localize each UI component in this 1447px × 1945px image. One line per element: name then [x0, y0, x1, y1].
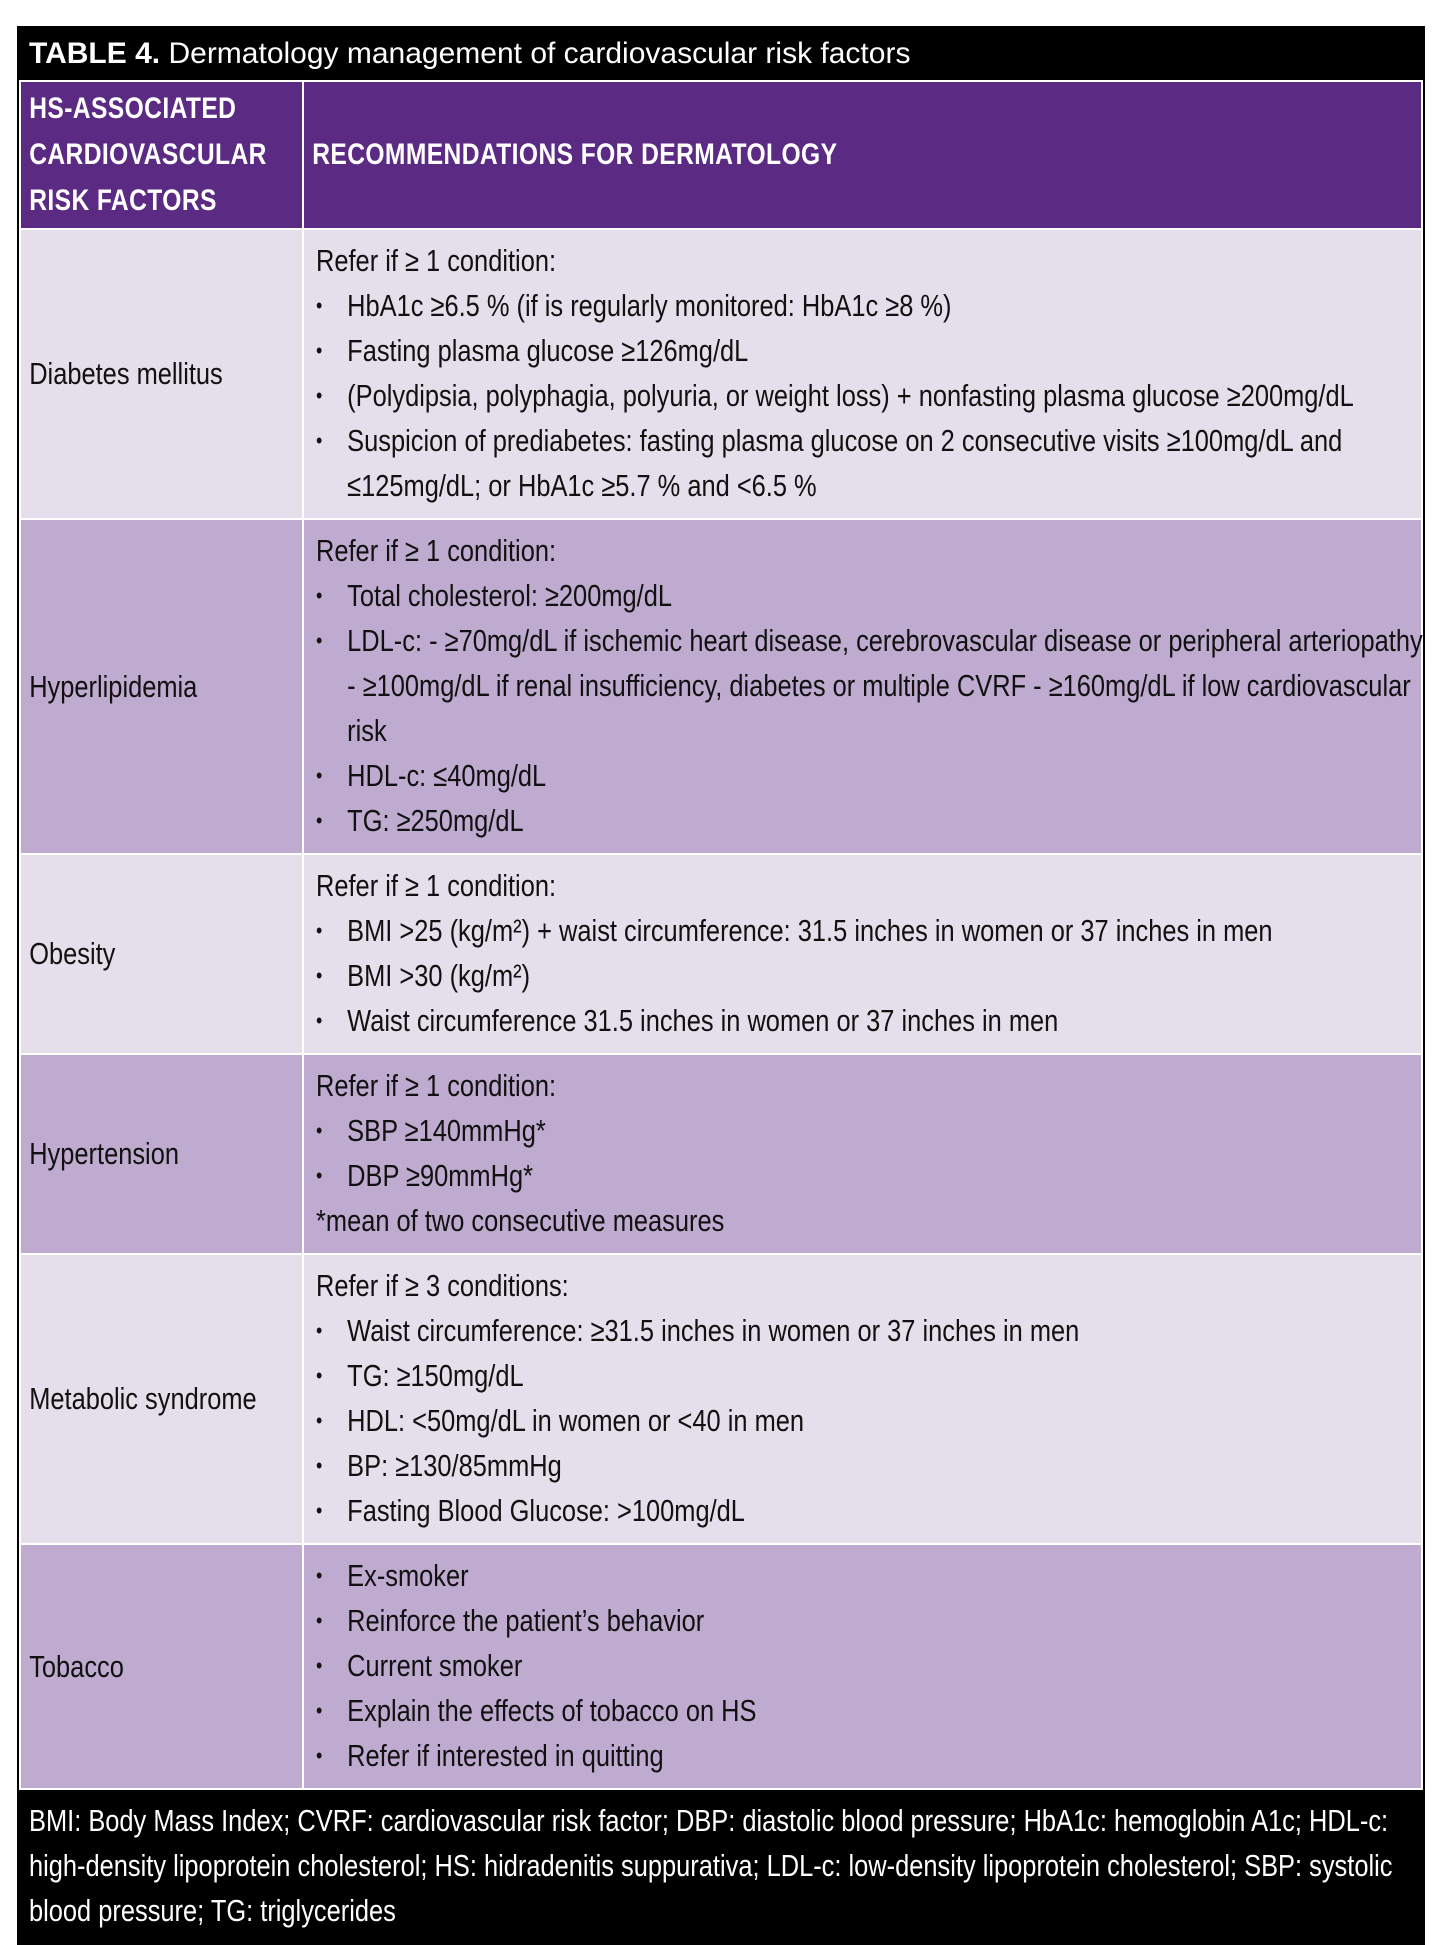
list-item: • Fasting plasma glucose ≥126mg/dL: [316, 328, 1427, 373]
recommendation-list: [316, 1308, 1427, 1533]
list-item: • Refer if interested in quitting: [316, 1733, 1427, 1778]
table-body: [20, 229, 1422, 1789]
header-line: HS-ASSOCIATED: [29, 92, 237, 125]
risk-factor-name: Tobacco: [29, 1648, 124, 1684]
list-item: • BMI >25 (kg/m²) + waist circumference: 31.5 inches in women or 37 inches in men: [316, 908, 1427, 953]
recommendation-list: [316, 1108, 1427, 1198]
risk-factor-name: Hypertension: [29, 1136, 179, 1171]
recommendation-intro: Refer if ≥ 1 condition:: [316, 868, 557, 903]
list-item: • Waist circumference: ≥31.5 inches in women or 37 inches in men: [316, 1308, 1427, 1353]
table-row: [20, 1544, 1422, 1789]
risk-factor-name: Obesity: [29, 936, 116, 971]
list-item: • BMI >30 (kg/m²): [316, 953, 1427, 998]
recommendation-cell: [303, 854, 1422, 1054]
table-row: [20, 229, 1422, 519]
list-item: • Fasting Blood Glucose: >100mg/dL: [316, 1488, 1427, 1533]
table-4: [17, 26, 1425, 1945]
recommendation-intro: Refer if ≥ 3 conditions:: [316, 1268, 569, 1303]
recommendation-cell: [303, 1544, 1422, 1789]
risk-factor-cell: [20, 1544, 303, 1789]
recommendation-list: [316, 283, 1427, 508]
recommendation-list: [316, 1553, 1427, 1778]
list-item: • Explain the effects of tobacco on HS: [316, 1688, 1427, 1733]
list-item: • SBP ≥140mmHg*: [316, 1108, 1427, 1153]
header-line: CARDIOVASCULAR: [29, 138, 267, 171]
list-item: • HbA1c ≥6.5 % (if is regularly monitored: HbA1c ≥8 %): [316, 283, 1427, 328]
risk-factor-cell: [20, 1254, 303, 1544]
recommendation-list: [316, 573, 1427, 843]
table-label: TABLE 4.: [29, 37, 161, 70]
recommendation-note: *mean of two consecutive measures: [316, 1203, 725, 1238]
risk-factor-name: Hyperlipidemia: [29, 668, 198, 704]
header-recommendations: RECOMMENDATIONS FOR DERMATOLOGY: [303, 81, 1422, 229]
recommendation-cell: [303, 1254, 1422, 1544]
header-risk-factors: [20, 81, 303, 229]
table-header-row: [20, 81, 1422, 229]
list-item: • Ex-smoker: [316, 1553, 1427, 1598]
risk-factor-name: Metabolic syndrome: [29, 1381, 257, 1416]
list-item: • (Polydipsia, polyphagia, polyuria, or weight loss) + nonfasting plasma glucose ≥200mg/dL: [316, 373, 1427, 418]
table-row: [20, 519, 1422, 854]
risk-factor-table: [19, 80, 1423, 1790]
list-item: • HDL-c: ≤40mg/dL: [316, 753, 1427, 798]
list-item: • BP: ≥130/85mmHg: [316, 1443, 1427, 1488]
list-item: • Current smoker: [316, 1643, 1427, 1688]
list-item: • Waist circumference 31.5 inches in women or 37 inches in men: [316, 998, 1427, 1043]
recommendation-list: [316, 908, 1427, 1043]
list-item: • TG: ≥250mg/dL: [316, 798, 1427, 843]
risk-factor-cell: [20, 519, 303, 854]
header-line: RISK FACTORS: [29, 184, 217, 217]
recommendation-cell: [303, 519, 1422, 854]
list-item: • DBP ≥90mmHg*: [316, 1153, 1427, 1198]
table-row: [20, 854, 1422, 1054]
list-item: • Suspicion of prediabetes: fasting plasma glucose on 2 consecutive visits ≥100mg/dL and ≤125mg/dL; or HbA1c ≥5.7 % and <6.5 %: [316, 418, 1427, 508]
footnote-text: BMI: Body Mass Index; CVRF: cardiovascular risk factor; DBP: diastolic blood pressure; HbA1c: hemoglobin A1c; HDL-c: high-density lipoprotein cholesterol; HS: hidradenitis suppurativa; LDL-c: low-density lipoprotein cholesterol; SBP: systolic blood pressure; TG: triglycerides: [29, 1803, 1393, 1928]
list-item: • Total cholesterol: ≥200mg/dL: [316, 573, 1427, 618]
table-row: [20, 1054, 1422, 1254]
risk-factor-cell: [20, 1054, 303, 1254]
risk-factor-cell: [20, 229, 303, 519]
list-item: • Reinforce the patient’s behavior: [316, 1598, 1427, 1643]
recommendation-cell: [303, 229, 1422, 519]
table-title: Dermatology management of cardiovascular risk factors: [168, 37, 911, 70]
recommendation-intro: Refer if ≥ 1 condition:: [316, 533, 557, 568]
table-footnote: [19, 1790, 1423, 1943]
risk-factor-cell: [20, 854, 303, 1054]
recommendation-intro: Refer if ≥ 1 condition:: [316, 1068, 557, 1103]
recommendation-intro: Refer if ≥ 1 condition:: [316, 243, 557, 278]
list-item: • LDL-c: - ≥70mg/dL if ischemic heart disease, cerebrovascular disease or peripheral arteriopathy - ≥100mg/dL if renal insufficiency, diabetes or multiple CVRF - ≥160mg/dL if low cardiovascular risk: [316, 618, 1427, 753]
risk-factor-name: Diabetes mellitus: [29, 356, 223, 391]
recommendation-cell: [303, 1054, 1422, 1254]
table-caption: [19, 28, 1423, 80]
list-item: • TG: ≥150mg/dL: [316, 1353, 1427, 1398]
list-item: • HDL: <50mg/dL in women or <40 in men: [316, 1398, 1427, 1443]
table-row: [20, 1254, 1422, 1544]
